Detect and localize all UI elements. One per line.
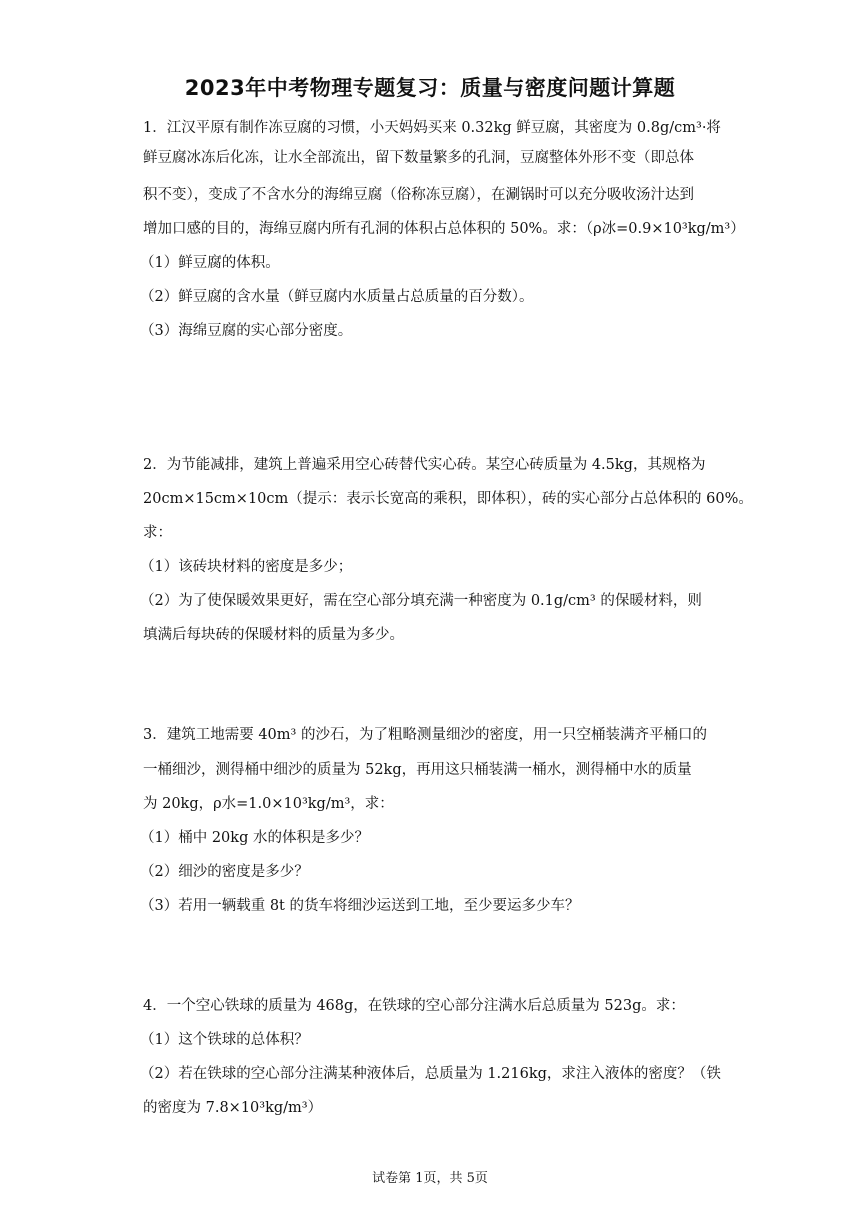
- q2-line-2: 20cm×15cm×10cm（提示：表示长宽高的乘积，即体积），砖的实心部分占总体积的 60%。: [143, 491, 753, 507]
- q3-line-3: 为 20kg，ρ水=1.0×10³kg/m³，求：: [143, 796, 394, 812]
- q3-line-1: 3．建筑工地需要 40m³ 的沙石，为了粗略测量细沙的密度，用一只空桶装满齐平桶口的: [143, 727, 707, 743]
- q3-line-2: 一桶细沙，测得桶中细沙的质量为 52kg，再用这只桶装满一桶水，测得桶中水的质量: [143, 762, 692, 778]
- q2-sub-2-cont: 填满后每块砖的保暖材料的质量为多少。: [143, 627, 404, 643]
- q3-sub-3: （3）若用一辆载重 8t 的货车将细沙运送到工地，至少要运多少车？: [140, 898, 580, 914]
- q1-line-2: 鲜豆腐冰冻后化冻，让水全部流出，留下数量繁多的孔洞，豆腐整体外形不变（即总体: [143, 150, 694, 166]
- q3-sub-1: （1）桶中 20kg 水的体积是多少？: [140, 830, 369, 846]
- q1-sub-3: （3）海绵豆腐的实心部分密度。: [140, 323, 353, 339]
- q1-line-3: 积不变），变成了不含水分的海绵豆腐（俗称冻豆腐），在涮锅时可以充分吸收汤汁达到: [143, 187, 694, 203]
- q2-sub-1: （1）该砖块材料的密度是多少；: [140, 559, 353, 575]
- q2-sub-2: （2）为了使保暖效果更好，需在空心部分填充满一种密度为 0.1g/cm³ 的保暖材料，则: [140, 593, 702, 609]
- page-footer: 试卷第 1页，共 5页: [372, 1171, 488, 1186]
- q3-sub-2: （2）细沙的密度是多少？: [140, 864, 309, 880]
- q1-line-4: 增加口感的目的，海绵豆腐内所有孔洞的体积占总体积的 50%。求：（ρ冰=0.9×10³kg/m³）: [143, 221, 745, 237]
- q4-sub-1: （1）这个铁球的总体积？: [140, 1032, 309, 1048]
- q4-sub-2-cont: 的密度为 7.8×10³kg/m³）: [143, 1100, 323, 1116]
- q1-line-1: 1．江汉平原有制作冻豆腐的习惯，小天妈妈买来 0.32kg 鲜豆腐，其密度为 0.8g/cm³·将: [143, 120, 721, 136]
- q1-sub-1: （1）鲜豆腐的体积。: [140, 255, 280, 271]
- q2-line-3: 求：: [143, 525, 172, 541]
- q1-sub-2: （2）鲜豆腐的含水量（鲜豆腐内水质量占总质量的百分数）。: [140, 289, 534, 305]
- q4-sub-2: （2）若在铁球的空心部分注满某种液体后，总质量为 1.216kg，求注入液体的密度？（铁: [140, 1066, 721, 1082]
- q2-line-1: 2．为节能减排，建筑上普遍采用空心砖替代实心砖。某空心砖质量为 4.5kg，其规格为: [143, 457, 706, 473]
- q4-line-1: 4．一个空心铁球的质量为 468g，在铁球的空心部分注满水后总质量为 523g。求：: [143, 998, 685, 1014]
- page-title: 2023年中考物理专题复习：质量与密度问题计算题: [184, 76, 676, 100]
